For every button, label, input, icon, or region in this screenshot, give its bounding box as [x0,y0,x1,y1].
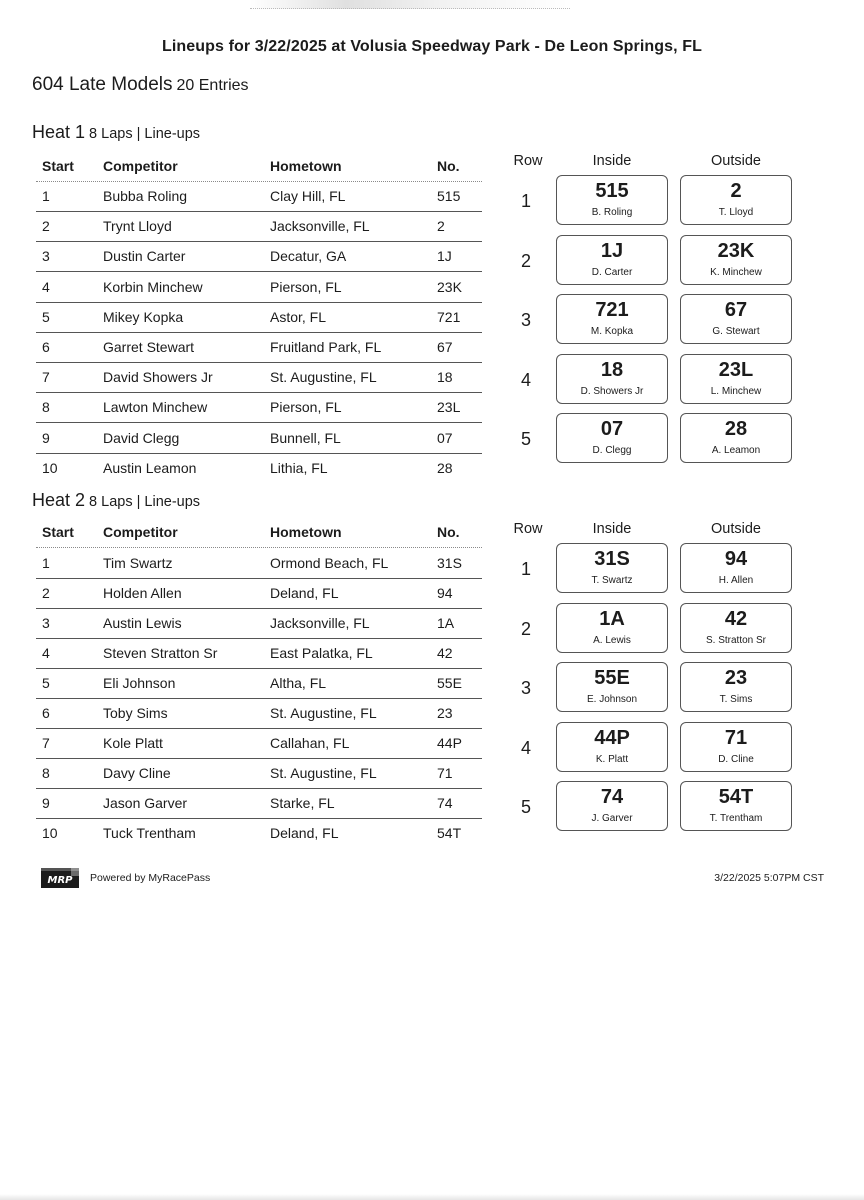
entry-competitor: Tim Swartz [103,555,173,571]
column-header-competitor: Competitor [103,524,178,540]
car-driver-name: K. Platt [595,753,629,765]
car-driver-name: L. Minchew [710,385,762,397]
row-divider [36,302,482,303]
entry-competitor: David Showers Jr [103,369,213,386]
entry-start: 6 [42,705,50,721]
entry-competitor: Holden Allen [103,585,182,601]
entry-start: 3 [42,615,50,631]
entry-competitor: Austin Lewis [103,615,182,631]
row-divider [36,332,482,333]
car-number: 71 [724,726,748,749]
row-divider [36,578,482,579]
entry-start: 8 [42,399,50,416]
row-divider [36,668,482,669]
entry-number: 23L [437,399,461,416]
entry-start: 3 [42,248,50,265]
car-box-outside [680,235,792,285]
car-driver-name: T. Swartz [591,575,633,586]
entry-competitor: Tuck Trentham [103,825,196,841]
row-divider [36,608,482,609]
entry-hometown: Deland, FL [270,825,339,841]
entry-number: 1A [437,615,455,631]
car-driver-name: H. Allen [718,575,754,586]
grid-header-row: Row [513,521,543,537]
car-number: 31S [594,548,630,570]
entry-hometown: Pierson, FL [270,399,342,416]
entry-competitor: Trynt Lloyd [103,218,172,235]
entry-competitor: Kole Platt [103,735,163,751]
entry-start: 1 [42,555,50,571]
entry-start: 10 [42,459,58,476]
entry-number: 55E [437,675,462,691]
column-header-start: Start [42,158,74,174]
car-number: 67 [724,299,748,321]
car-box-inside [556,662,668,712]
grid-row-number: 3 [520,678,531,698]
page-title: Lineups for 3/22/2025 at Volusia Speedway Park - De Leon Springs, FL [162,38,702,55]
entry-start: 7 [42,735,50,751]
entry-start: 1 [42,188,50,204]
entry-hometown: Fruitland Park, FL [270,339,382,355]
column-header-start: Start [42,524,74,540]
car-driver-name: D. Cline [718,753,754,765]
car-number: 74 [600,786,624,808]
entry-hometown: Deland, FL [270,585,339,601]
entry-number: 721 [437,308,461,325]
car-driver-name: T. Trentham [709,813,763,824]
heat-name: Heat 1 [32,122,86,142]
car-box-inside [556,175,668,225]
car-box-inside [556,354,668,404]
car-number: 515 [595,180,629,202]
entry-competitor: Jason Garver [103,795,188,811]
car-number: 44P [594,726,630,749]
entry-hometown: St. Augustine, FL [270,705,377,721]
entry-competitor: Korbin Minchew [103,278,203,295]
car-box-outside [680,175,792,225]
logo-text: MRP [47,875,73,886]
entry-hometown: St. Augustine, FL [270,369,377,386]
car-box-inside [556,235,668,285]
car-box-inside [556,294,668,344]
car-number: 55E [594,667,630,689]
column-header-number: No. [437,524,460,540]
grid-header-row: Row [513,153,543,169]
column-header-competitor: Competitor [103,158,178,174]
entry-competitor: Garret Stewart [103,339,195,355]
entry-start: 2 [42,218,50,235]
car-number: 721 [595,299,629,321]
car-number: 1J [600,239,624,262]
entry-start: 7 [42,369,50,386]
car-box-inside [556,413,668,463]
entry-start: 8 [42,765,50,781]
scan-edge [0,1194,864,1200]
car-driver-name: G. Stewart [712,326,760,337]
car-box-outside [680,294,792,344]
entry-number: 2 [437,218,445,235]
car-driver-name: K. Minchew [710,266,762,278]
heat-name: Heat 2 [32,490,86,510]
row-divider [36,392,482,393]
car-number: 23 [724,667,748,689]
entry-start: 9 [42,429,50,446]
entry-start: 9 [42,795,50,811]
entry-number: 42 [437,645,453,661]
grid-header-inside: Inside [592,153,632,169]
entry-start: 5 [42,308,50,325]
car-number: 23L [718,358,754,381]
row-divider [36,728,482,729]
myracepass-logo-icon [40,866,80,890]
row-divider [36,698,482,699]
car-driver-name: A. Leamon [711,445,761,456]
entry-number: 54T [437,825,462,841]
scan-smudge [250,0,570,9]
grid-row-number: 1 [520,559,531,579]
entry-number: 18 [437,369,453,386]
class-header [32,74,249,96]
row-divider [36,211,482,212]
entry-number: 28 [437,459,453,476]
entry-hometown: Jacksonville, FL [270,218,370,235]
entry-hometown: East Palatka, FL [270,645,373,661]
car-number: 1A [599,607,625,630]
car-driver-name: D. Showers Jr [580,385,644,397]
car-driver-name: T. Sims [719,694,753,705]
entry-hometown: Starke, FL [270,795,335,811]
entry-hometown: St. Augustine, FL [270,765,377,781]
entry-number: 07 [437,429,453,446]
entry-hometown: Decatur, GA [270,248,347,265]
car-number: 23K [717,239,755,262]
entry-competitor: Dustin Carter [103,248,186,265]
heat-subtitle: 8 Laps | Line-ups [89,494,201,510]
entry-hometown: Clay Hill, FL [270,188,346,204]
entry-start: 6 [42,339,50,355]
entry-count: 20 Entries [176,77,249,94]
entry-start: 4 [42,645,50,661]
row-divider [36,271,482,272]
car-driver-name: T. Lloyd [718,207,754,218]
entry-start: 2 [42,585,50,601]
entry-competitor: Davy Cline [103,765,171,781]
row-divider [36,638,482,639]
entry-start: 10 [42,825,58,841]
grid-header-inside: Inside [592,521,632,537]
row-divider [36,422,482,423]
entry-start: 4 [42,278,50,295]
grid-row-number: 1 [520,191,531,211]
grid-row-number: 4 [520,369,531,390]
row-divider [36,758,482,759]
entry-competitor: David Clegg [103,429,180,446]
powered-by: Powered by MyRacePass [90,872,211,884]
car-number: 54T [718,786,754,808]
car-number: 07 [600,418,624,440]
car-driver-name: D. Clegg [592,445,632,456]
entry-number: 74 [437,795,453,811]
car-box-outside [680,722,792,772]
entry-number: 44P [437,735,462,751]
entry-hometown: Callahan, FL [270,735,350,751]
car-driver-name: A. Lewis [593,634,631,646]
row-divider [36,362,482,363]
grid-header-outside: Outside [711,521,761,537]
car-number: 42 [724,607,748,630]
entry-hometown: Altha, FL [270,675,327,691]
car-driver-name: J. Garver [591,813,633,824]
car-box-inside [556,603,668,653]
heat-header [32,490,200,511]
entry-number: 71 [437,765,453,781]
row-divider [36,241,482,242]
entry-hometown: Pierson, FL [270,278,342,295]
entry-hometown: Astor, FL [270,308,327,325]
grid-header-outside: Outside [711,153,761,169]
entry-hometown: Bunnell, FL [270,429,341,446]
entry-number: 67 [437,339,453,355]
entry-number: 31S [437,555,462,571]
print-timestamp: 3/22/2025 5:07PM CST [714,872,824,884]
entry-number: 23 [437,705,453,721]
column-header-number: No. [437,158,460,174]
entry-competitor: Steven Stratton Sr [103,645,218,661]
entry-hometown: Ormond Beach, FL [270,555,389,571]
car-box-outside [680,354,792,404]
entry-hometown: Jacksonville, FL [270,615,370,631]
heat-header [32,122,200,143]
entry-competitor: Eli Johnson [103,675,176,691]
entry-hometown: Lithia, FL [270,459,328,476]
grid-row-number: 3 [520,310,531,330]
entry-number: 23K [437,278,462,295]
class-name: 604 Late Models [32,74,173,95]
car-box-outside [680,413,792,463]
car-number: 18 [600,358,624,381]
entry-number: 515 [437,188,461,204]
car-driver-name: S. Stratton Sr [705,634,767,646]
entry-competitor: Lawton Minchew [103,399,208,416]
grid-row-number: 4 [520,737,531,758]
entry-competitor: Mikey Kopka [103,308,184,325]
row-divider [36,453,482,454]
entry-number: 1J [437,248,452,265]
entry-competitor: Toby Sims [103,705,168,721]
header-divider [36,181,482,182]
column-header-hometown: Hometown [270,524,342,540]
heat-subtitle: 8 Laps | Line-ups [89,126,201,142]
entry-competitor: Austin Leamon [103,459,197,476]
entry-start: 5 [42,675,50,691]
car-driver-name: M. Kopka [590,326,634,337]
car-number: 2 [730,180,742,202]
grid-row-number: 2 [520,250,531,271]
car-number: 94 [724,548,748,570]
column-header-hometown: Hometown [270,158,342,174]
row-divider [36,788,482,789]
car-box-outside [680,662,792,712]
car-driver-name: E. Johnson [586,694,638,705]
row-divider [36,818,482,819]
header-divider [36,547,482,548]
car-box-outside [680,781,792,831]
car-box-inside [556,543,668,593]
car-driver-name: D. Carter [591,266,633,278]
car-box-outside [680,603,792,653]
car-number: 28 [724,418,748,440]
entry-number: 94 [437,585,453,601]
grid-row-number: 2 [520,618,531,639]
grid-row-number: 5 [520,797,531,817]
entry-competitor: Bubba Roling [103,188,188,204]
car-driver-name: B. Roling [591,207,633,218]
car-box-inside [556,722,668,772]
car-box-inside [556,781,668,831]
grid-row-number: 5 [520,429,531,449]
car-box-outside [680,543,792,593]
